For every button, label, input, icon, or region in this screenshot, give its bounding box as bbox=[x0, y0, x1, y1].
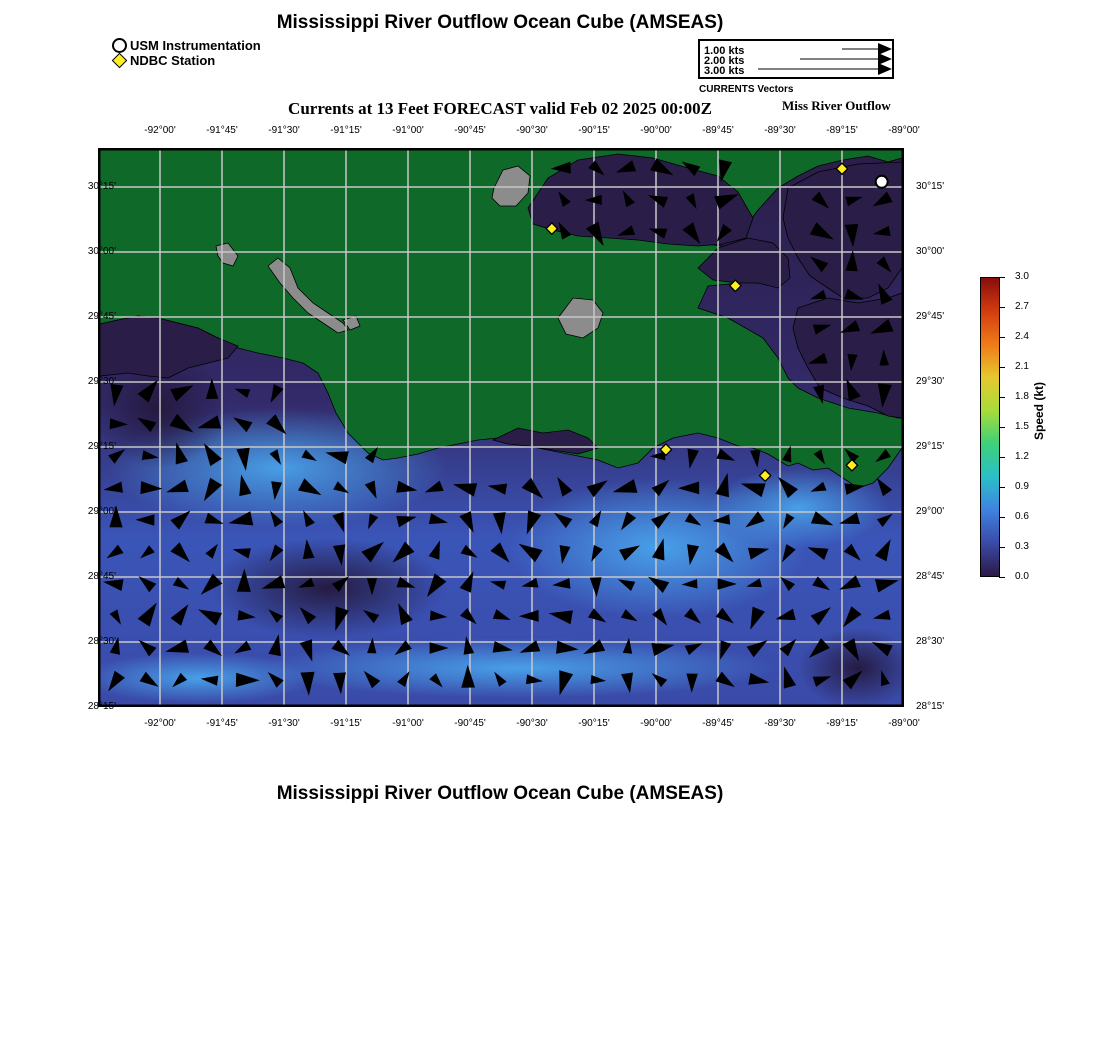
vector-key-label-1: 1.00 kts bbox=[704, 45, 745, 57]
lat-label-left: 29°45' bbox=[87, 311, 116, 322]
lat-label-right: 28°30' bbox=[916, 636, 945, 647]
current-map bbox=[98, 148, 904, 707]
colorbar-tick-label: 1.2 bbox=[1015, 451, 1029, 462]
colorbar-tick bbox=[999, 547, 1005, 548]
lon-label-top: -90°00' bbox=[640, 125, 672, 136]
legend-usm-label: USM Instrumentation bbox=[130, 38, 261, 53]
lat-label-right: 29°15' bbox=[916, 441, 945, 452]
colorbar-tick-label: 2.1 bbox=[1015, 361, 1029, 372]
lon-label-bottom: -89°00' bbox=[888, 718, 920, 729]
lon-label-top: -91°15' bbox=[330, 125, 362, 136]
lon-label-top: -90°45' bbox=[454, 125, 486, 136]
lat-label-left: 28°45' bbox=[87, 571, 116, 582]
lon-label-top: -89°30' bbox=[764, 125, 796, 136]
lat-label-right: 30°15' bbox=[916, 181, 945, 192]
colorbar-tick bbox=[999, 427, 1005, 428]
colorbar-tick bbox=[999, 517, 1005, 518]
vector-key-box bbox=[698, 39, 894, 79]
lon-label-bottom: -91°30' bbox=[268, 718, 300, 729]
usm-station-marker bbox=[876, 176, 888, 188]
lon-label-bottom: -89°45' bbox=[702, 718, 734, 729]
lat-label-left: 28°15' bbox=[87, 701, 116, 712]
colorbar-tick-label: 0.9 bbox=[1015, 481, 1029, 492]
map-subtitle-right: Miss River Outflow bbox=[782, 98, 891, 113]
colorbar-tick-label: 0.3 bbox=[1015, 541, 1029, 552]
colorbar bbox=[980, 277, 1000, 577]
lat-label-left: 29°30' bbox=[87, 376, 116, 387]
vector-key-caption: CURRENTS Vectors bbox=[699, 84, 794, 95]
lon-label-top: -91°45' bbox=[206, 125, 238, 136]
colorbar-tick-label: 1.8 bbox=[1015, 391, 1029, 402]
lon-label-bottom: -91°45' bbox=[206, 718, 238, 729]
lon-label-bottom: -90°30' bbox=[516, 718, 548, 729]
colorbar-tick bbox=[999, 277, 1005, 278]
lat-label-right: 29°30' bbox=[916, 376, 945, 387]
colorbar-tick bbox=[999, 487, 1005, 488]
colorbar-tick-label: 2.7 bbox=[1015, 301, 1029, 312]
lat-label-right: 29°45' bbox=[916, 311, 945, 322]
legend-ndbc-label: NDBC Station bbox=[130, 53, 216, 68]
lon-label-bottom: -90°15' bbox=[578, 718, 610, 729]
lon-label-top: -92°00' bbox=[144, 125, 176, 136]
colorbar-tick-label: 2.4 bbox=[1015, 331, 1029, 342]
lat-label-left: 29°15' bbox=[87, 441, 116, 452]
lon-label-top: -90°30' bbox=[516, 125, 548, 136]
lat-label-right: 29°00' bbox=[916, 506, 945, 517]
colorbar-tick-label: 3.0 bbox=[1015, 271, 1029, 282]
lat-label-left: 28°30' bbox=[87, 636, 116, 647]
colorbar-tick bbox=[999, 337, 1005, 338]
map-subtitle: Currents at 13 Feet FORECAST valid Feb 02 2025 00:00Z bbox=[288, 99, 712, 118]
vector-key-label-3: 3.00 kts bbox=[704, 65, 745, 77]
colorbar-tick-label: 0.0 bbox=[1015, 571, 1029, 582]
lon-label-top: -89°45' bbox=[702, 125, 734, 136]
vector-key-label-2: 2.00 kts bbox=[704, 55, 745, 67]
colorbar-tick-label: 1.5 bbox=[1015, 421, 1029, 432]
legend-ndbc bbox=[112, 53, 215, 68]
lon-label-bottom: -91°15' bbox=[330, 718, 362, 729]
ndbc-diamond-icon bbox=[112, 53, 128, 69]
lon-label-top: -89°00' bbox=[888, 125, 920, 136]
lat-label-left: 30°15' bbox=[87, 181, 116, 192]
colorbar-tick bbox=[999, 307, 1005, 308]
colorbar-tick bbox=[999, 457, 1005, 458]
lon-label-bottom: -91°00' bbox=[392, 718, 424, 729]
main-title: Mississippi River Outflow Ocean Cube (AMSEAS) bbox=[276, 12, 724, 33]
lon-label-bottom: -90°45' bbox=[454, 718, 486, 729]
colorbar-tick bbox=[999, 367, 1005, 368]
colorbar-tick bbox=[999, 397, 1005, 398]
lon-label-top: -89°15' bbox=[826, 125, 858, 136]
lon-label-bottom: -90°00' bbox=[640, 718, 672, 729]
colorbar-tick-label: 0.6 bbox=[1015, 511, 1029, 522]
lon-label-top: -91°30' bbox=[268, 125, 300, 136]
vector-key-arrows bbox=[698, 39, 894, 79]
lon-label-top: -91°00' bbox=[392, 125, 424, 136]
lon-label-bottom: -92°00' bbox=[144, 718, 176, 729]
legend-usm bbox=[112, 38, 261, 53]
lat-label-right: 28°45' bbox=[916, 571, 945, 582]
colorbar-title: Speed (kt) bbox=[1032, 381, 1046, 440]
lon-label-bottom: -89°30' bbox=[764, 718, 796, 729]
lon-label-top: -90°15' bbox=[578, 125, 610, 136]
footer-title: Mississippi River Outflow Ocean Cube (AMSEAS) bbox=[276, 783, 724, 804]
lat-label-left: 30°00' bbox=[87, 246, 116, 257]
lat-label-right: 28°15' bbox=[916, 701, 945, 712]
lat-label-left: 29°00' bbox=[87, 506, 116, 517]
usm-circle-icon bbox=[112, 38, 127, 53]
lat-label-right: 30°00' bbox=[916, 246, 945, 257]
colorbar-tick bbox=[999, 577, 1005, 578]
lon-label-bottom: -89°15' bbox=[826, 718, 858, 729]
